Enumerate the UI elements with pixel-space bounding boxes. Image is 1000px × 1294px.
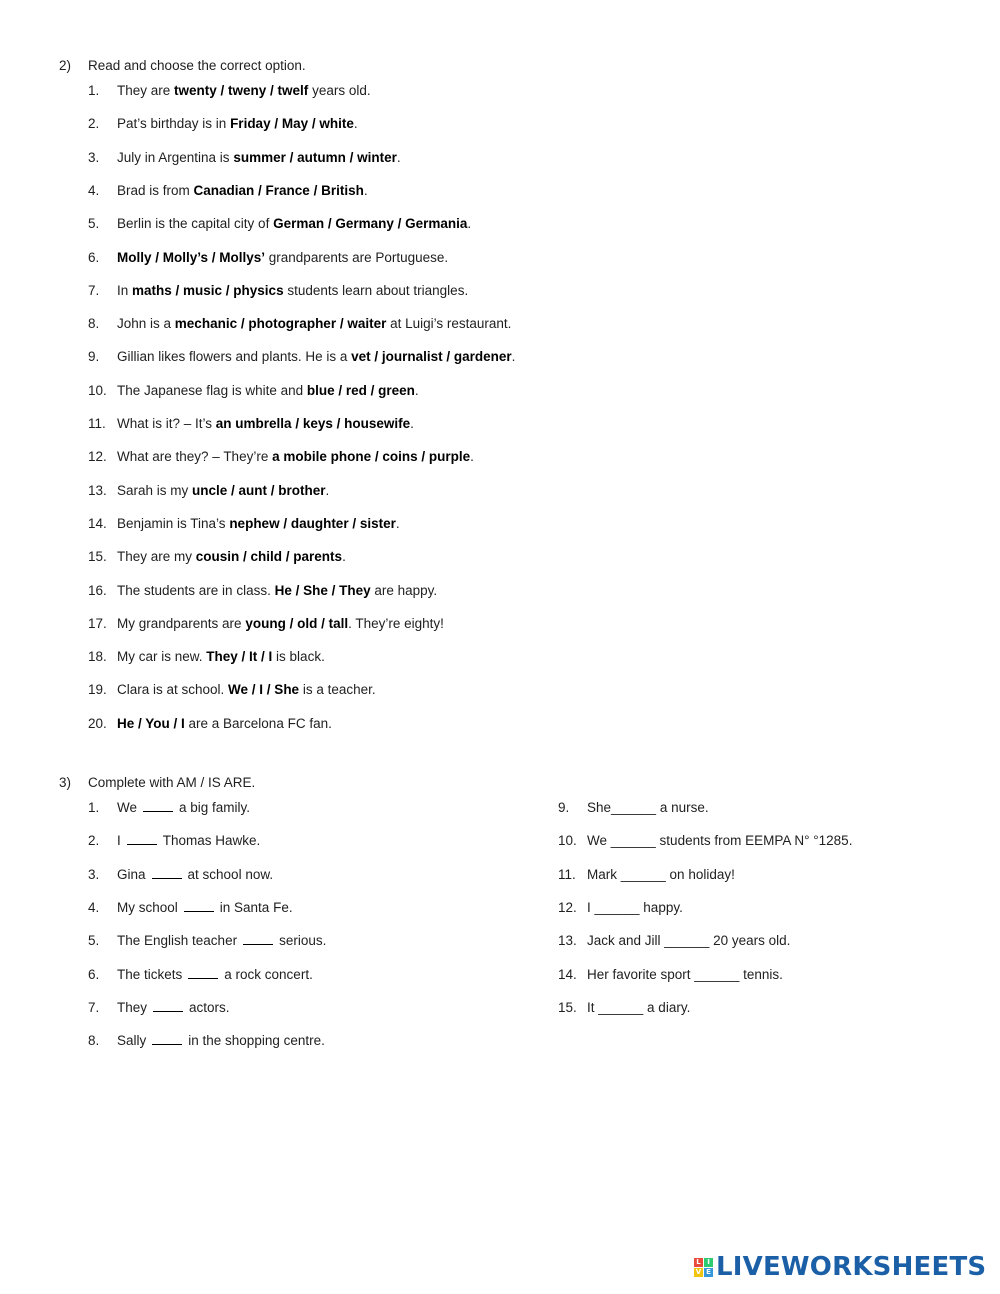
item-number: 1. <box>88 83 100 98</box>
sentence-text: in Santa Fe. <box>219 899 293 915</box>
item-sentence <box>117 715 332 733</box>
answer-options: cousin / child / parents <box>195 549 343 565</box>
answer-options: Canadian / France / British <box>193 182 364 198</box>
item-number: 19. <box>88 682 107 698</box>
item-sentence <box>117 681 376 699</box>
sentence-text: . <box>396 149 401 165</box>
logo-letter: E <box>704 1268 713 1277</box>
sentence-text: Pat’s birthday is in <box>117 116 231 132</box>
item-sentence <box>117 899 293 917</box>
answer-blank[interactable] <box>153 999 183 1012</box>
item-number: 13. <box>558 933 577 949</box>
item-sentence <box>117 482 329 500</box>
sentence-text: We <box>117 800 138 815</box>
answer-blank[interactable] <box>188 966 218 979</box>
answer-options: an umbrella / keys / housewife <box>215 416 411 431</box>
item-number: 12. <box>88 449 107 465</box>
item-sentence <box>117 382 419 400</box>
sentence-text: . <box>395 515 400 531</box>
liveworksheets-logo <box>694 1252 986 1282</box>
answer-blank[interactable] <box>152 866 182 879</box>
item-number: 14. <box>558 966 577 982</box>
answer-options: He / She / They <box>274 582 371 598</box>
sentence-text: Benjamin is Tina’s <box>117 515 230 531</box>
item-sentence <box>117 548 346 566</box>
item-sentence <box>117 115 358 133</box>
answer-options: German / Germany / Germania <box>273 216 468 232</box>
item-number: 18. <box>88 649 107 665</box>
item-number: 12. <box>558 899 577 915</box>
sentence-text: I <box>117 833 121 849</box>
item-sentence: We ______ students from EEMPA N° °1285. <box>587 833 853 849</box>
sentence-text: in the shopping centre. <box>188 1033 325 1049</box>
item-number: 4. <box>88 899 100 915</box>
item-sentence <box>117 932 326 950</box>
item-number: 3. <box>88 149 100 165</box>
sentence-text: at school now. <box>187 866 274 882</box>
sentence-text: Brad is from <box>117 182 194 198</box>
item-number: 2. <box>88 833 100 849</box>
sentence-text: They <box>117 999 148 1015</box>
sentence-text: In <box>117 282 133 298</box>
item-number: 7. <box>88 282 100 298</box>
answer-blank[interactable] <box>143 799 173 812</box>
item-sentence <box>117 1032 325 1050</box>
answer-options: summer / autumn / winter <box>233 149 397 165</box>
item-sentence <box>117 799 250 817</box>
sentence-text: They are <box>117 83 175 98</box>
answer-options: vet / journalist / gardener <box>351 349 512 365</box>
sentence-text: July in Argentina is <box>117 149 234 165</box>
sentence-text: My grandparents are <box>117 615 246 631</box>
section-instruction: Read and choose the correct option. <box>88 58 306 73</box>
item-number: 9. <box>88 349 100 365</box>
sentence-text: at Luigi’s restaurant. <box>386 316 512 332</box>
item-sentence <box>117 249 448 267</box>
sentence-text: . <box>325 482 330 498</box>
item-sentence: Jack and Jill ______ 20 years old. <box>587 933 791 949</box>
logo-text: LIVEWORKSHEETS <box>716 1252 987 1282</box>
answer-options: nephew / daughter / sister <box>229 515 396 531</box>
item-number: 17. <box>88 615 107 631</box>
sentence-text: . <box>467 216 472 232</box>
item-number: 4. <box>88 182 100 198</box>
sentence-text: Sally <box>117 1033 147 1049</box>
answer-options: Friday / May / white <box>230 116 354 132</box>
sentence-text: They are my <box>117 549 196 565</box>
item-sentence: She______ a nurse. <box>587 800 709 815</box>
sentence-text: What is it? – It’s <box>117 416 216 431</box>
item-sentence <box>117 966 313 984</box>
logo-letter: I <box>704 1258 713 1267</box>
sentence-text: Thomas Hawke. <box>162 833 261 849</box>
item-sentence: Mark ______ on holiday! <box>587 866 735 882</box>
sentence-text: Gina <box>117 866 146 882</box>
item-number: 10. <box>558 833 577 849</box>
item-number: 3. <box>88 866 100 882</box>
sentence-text: The English teacher <box>117 933 238 949</box>
item-number: 16. <box>88 582 107 598</box>
answer-options: a mobile phone / coins / purple <box>272 449 471 465</box>
item-number: 5. <box>88 216 100 232</box>
answer-options: maths / music / physics <box>132 282 284 298</box>
sentence-text: My car is new. <box>117 649 207 665</box>
sentence-text: is black. <box>272 649 325 665</box>
sentence-text: . <box>353 116 358 132</box>
sentence-text: Sarah is my <box>117 482 193 498</box>
item-number: 5. <box>88 933 100 949</box>
sentence-text: a rock concert. <box>224 966 313 982</box>
sentence-text: actors. <box>189 999 230 1015</box>
sentence-text: . <box>414 382 419 398</box>
section-number: 2) <box>59 58 72 73</box>
section-instruction: Complete with AM / IS ARE. <box>88 775 256 790</box>
item-sentence <box>117 182 368 200</box>
item-number: 15. <box>558 999 577 1015</box>
item-sentence: Her favorite sport ______ tennis. <box>587 966 783 982</box>
logo-mark-icon <box>694 1258 713 1277</box>
sentence-text: My school <box>117 899 178 915</box>
sentence-text: Gillian likes flowers and plants. He is a <box>117 349 352 365</box>
item-number: 15. <box>88 549 107 565</box>
item-number: 11. <box>88 416 106 431</box>
answer-blank[interactable] <box>152 1032 182 1045</box>
item-number: 11. <box>558 866 576 882</box>
item-number: 14. <box>88 515 107 531</box>
item-number: 7. <box>88 999 100 1015</box>
logo-letter: V <box>695 1267 702 1276</box>
item-number: 8. <box>88 1033 100 1049</box>
item-number: 1. <box>88 800 100 815</box>
sentence-text: What are they? – They’re <box>117 449 273 465</box>
answer-options: Molly / Molly’s / Mollys’ <box>117 249 266 265</box>
sentence-text: . <box>363 182 368 198</box>
item-sentence <box>117 315 511 333</box>
item-sentence <box>117 448 474 466</box>
sentence-text: . They’re eighty! <box>348 615 444 631</box>
item-sentence <box>117 615 444 633</box>
answer-options: young / old / tall <box>245 615 349 631</box>
item-number: 20. <box>88 715 107 731</box>
answer-options: twenty / tweny / twelf <box>174 83 309 98</box>
sentence-text: John is a <box>117 316 175 332</box>
item-sentence <box>117 515 400 533</box>
item-sentence <box>117 149 401 167</box>
logo-letter: L <box>694 1258 703 1267</box>
sentence-text: a big family. <box>179 800 251 815</box>
item-sentence <box>117 82 371 100</box>
item-sentence <box>117 415 414 433</box>
item-sentence <box>117 348 515 366</box>
item-sentence <box>117 282 468 300</box>
item-number: 8. <box>88 316 100 332</box>
item-sentence <box>117 832 260 850</box>
sentence-text: The Japanese flag is white and <box>117 382 307 398</box>
sentence-text: . <box>342 549 346 565</box>
item-sentence: I ______ happy. <box>587 899 683 915</box>
sentence-text: years old. <box>308 83 371 98</box>
sentence-text: The students are in class. <box>117 582 275 598</box>
answer-blank[interactable] <box>243 932 273 945</box>
sentence-text: serious. <box>279 933 327 949</box>
sentence-text: . <box>470 449 474 465</box>
item-number: 9. <box>558 800 570 815</box>
item-sentence <box>117 582 437 600</box>
sentence-text: are happy. <box>370 582 438 598</box>
answer-blank[interactable] <box>127 832 157 845</box>
answer-options: blue / red / green <box>306 382 415 398</box>
answer-options: uncle / aunt / brother <box>192 482 326 498</box>
sentence-text: grandparents are Portuguese. <box>265 249 449 265</box>
sentence-text: . <box>511 349 516 365</box>
item-number: 6. <box>88 249 100 265</box>
section-number: 3) <box>59 775 72 790</box>
item-sentence <box>117 866 273 884</box>
item-sentence <box>117 999 230 1017</box>
item-sentence <box>117 648 325 666</box>
sentence-text: Clara is at school. <box>117 682 229 698</box>
item-number: 6. <box>88 966 100 982</box>
item-number: 13. <box>88 482 107 498</box>
answer-options: They / It / I <box>206 649 273 665</box>
answer-blank[interactable] <box>184 899 214 912</box>
item-number: 10. <box>88 382 107 398</box>
sentence-text: The tickets <box>117 966 183 982</box>
answer-options: He / You / I <box>117 715 185 731</box>
item-sentence: It ______ a diary. <box>587 999 691 1015</box>
sentence-text: . <box>410 416 414 431</box>
sentence-text: are a Barcelona FC fan. <box>184 715 332 731</box>
sentence-text: students learn about triangles. <box>283 282 469 298</box>
answer-options: mechanic / photographer / waiter <box>174 316 387 332</box>
sentence-text: Berlin is the capital city of <box>117 216 274 232</box>
item-sentence <box>117 215 471 233</box>
item-number: 2. <box>88 116 100 132</box>
answer-options: We / I / She <box>228 682 300 698</box>
sentence-text: is a teacher. <box>299 682 376 698</box>
